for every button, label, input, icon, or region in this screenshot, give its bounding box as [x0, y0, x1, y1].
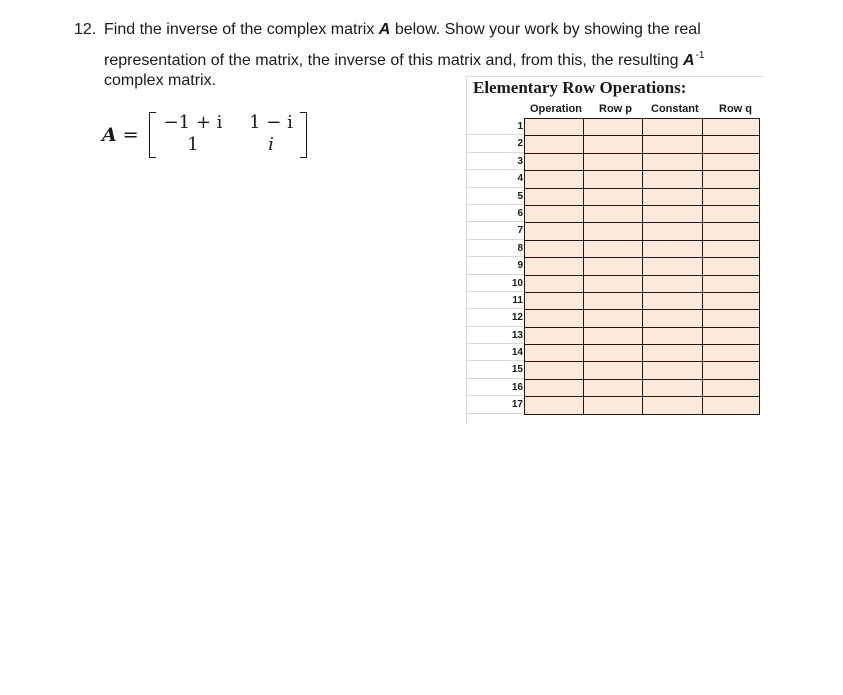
constant-cell[interactable] [643, 171, 703, 188]
header-row-p: Row p [599, 103, 632, 115]
row-p-cell[interactable] [584, 119, 643, 136]
constant-cell[interactable] [643, 397, 703, 414]
constant-cell[interactable] [643, 362, 703, 379]
constant-cell[interactable] [643, 223, 703, 240]
row-q-cell[interactable] [703, 153, 760, 170]
row-p-cell[interactable] [584, 310, 643, 327]
operation-cell[interactable] [525, 223, 584, 240]
row-number: 7 [466, 222, 525, 239]
table-row [525, 205, 760, 222]
row-p-cell[interactable] [584, 223, 643, 240]
row-p-cell[interactable] [584, 240, 643, 257]
row-q-cell[interactable] [703, 240, 760, 257]
right-bracket [300, 112, 307, 158]
operation-cell[interactable] [525, 136, 584, 153]
row-q-cell[interactable] [703, 379, 760, 396]
table-row [525, 223, 760, 240]
row-p-cell[interactable] [584, 258, 643, 275]
row-p-cell[interactable] [584, 362, 643, 379]
operation-cell[interactable] [525, 292, 584, 309]
row-number: 1 [466, 118, 525, 135]
row-q-cell[interactable] [703, 275, 760, 292]
operation-cell[interactable] [525, 153, 584, 170]
constant-cell[interactable] [643, 119, 703, 136]
matrix-lhs [102, 124, 139, 146]
row-q-cell[interactable] [703, 292, 760, 309]
table-row [525, 310, 760, 327]
row-p-cell[interactable] [584, 397, 643, 414]
row-q-cell[interactable] [703, 119, 760, 136]
row-q-cell[interactable] [703, 223, 760, 240]
row-number: 5 [466, 188, 525, 205]
problem-line-1 [104, 17, 701, 43]
operation-cell[interactable] [525, 205, 584, 222]
row-number: 14 [466, 344, 525, 361]
constant-cell[interactable] [643, 379, 703, 396]
constant-cell[interactable] [643, 310, 703, 327]
operation-cell[interactable] [525, 188, 584, 205]
table-row [525, 153, 760, 170]
operation-cell[interactable] [525, 345, 584, 362]
row-number-column [466, 118, 525, 414]
matrix-lhs-symbol: A [102, 124, 117, 146]
constant-cell[interactable] [643, 188, 703, 205]
row-number: 16 [466, 379, 525, 396]
table-row [525, 275, 760, 292]
row-p-cell[interactable] [584, 379, 643, 396]
row-number: 3 [466, 153, 525, 170]
row-number: 15 [466, 361, 525, 378]
operation-cell[interactable] [525, 258, 584, 275]
row-number: 11 [466, 292, 525, 309]
constant-cell[interactable] [643, 275, 703, 292]
row-number: 6 [466, 205, 525, 222]
header-row-q: Row q [719, 103, 752, 115]
constant-cell[interactable] [643, 327, 703, 344]
operation-cell[interactable] [525, 397, 584, 414]
matrix-entry-r2c1: 1 [187, 134, 199, 155]
problem-text-1a: Find the inverse of the complex matrix [104, 21, 375, 38]
row-number: 12 [466, 309, 525, 326]
row-number: 17 [466, 396, 525, 413]
table-row [525, 397, 760, 414]
row-number: 2 [466, 135, 525, 152]
row-p-cell[interactable] [584, 292, 643, 309]
row-p-cell[interactable] [584, 153, 643, 170]
row-q-cell[interactable] [703, 345, 760, 362]
operation-cell[interactable] [525, 119, 584, 136]
row-p-cell[interactable] [584, 205, 643, 222]
row-p-cell[interactable] [584, 345, 643, 362]
constant-cell[interactable] [643, 292, 703, 309]
table-row [525, 188, 760, 205]
constant-cell[interactable] [643, 345, 703, 362]
left-bracket [149, 112, 156, 158]
row-number: 9 [466, 257, 525, 274]
matrix-entry-r2c2: i [268, 134, 274, 155]
row-p-cell[interactable] [584, 136, 643, 153]
header-constant: Constant [651, 103, 699, 115]
row-q-cell[interactable] [703, 362, 760, 379]
row-q-cell[interactable] [703, 310, 760, 327]
problem-number: 12. [74, 21, 97, 38]
row-operations-title: Elementary Row Operations: [473, 78, 687, 97]
operation-cell[interactable] [525, 327, 584, 344]
matrix-name: A [378, 21, 391, 38]
operation-cell[interactable] [525, 362, 584, 379]
table-row [525, 240, 760, 257]
table-row [525, 345, 760, 362]
operation-cell[interactable] [525, 171, 584, 188]
row-p-cell[interactable] [584, 188, 643, 205]
row-number: 4 [466, 170, 525, 187]
matrix-entry-r1c2: 1 − i [249, 112, 293, 133]
row-q-cell[interactable] [703, 258, 760, 275]
operation-cell[interactable] [525, 379, 584, 396]
row-number: 13 [466, 327, 525, 344]
operation-cell[interactable] [525, 275, 584, 292]
problem-line-3: complex matrix. [104, 72, 217, 89]
inverse-superscript: -1 [695, 49, 705, 61]
constant-cell[interactable] [643, 136, 703, 153]
row-q-cell[interactable] [703, 205, 760, 222]
problem-text-2: representation of the matrix, the inverse of this matrix and, from this, the resulting [104, 51, 679, 69]
table-row [525, 258, 760, 275]
table-row [525, 136, 760, 153]
equals-sign: = [122, 124, 139, 146]
row-number: 10 [466, 275, 525, 292]
constant-cell[interactable] [643, 153, 703, 170]
table-row [525, 327, 760, 344]
row-p-cell[interactable] [584, 275, 643, 292]
table-row [525, 119, 760, 136]
row-p-cell[interactable] [584, 327, 643, 344]
row-q-cell[interactable] [703, 136, 760, 153]
operation-cell[interactable] [525, 310, 584, 327]
constant-cell[interactable] [643, 258, 703, 275]
constant-cell[interactable] [643, 240, 703, 257]
row-q-cell[interactable] [703, 188, 760, 205]
problem-text-1b: below. Show your work by showing the real [394, 21, 701, 38]
header-operation: Operation [530, 103, 582, 115]
operation-cell[interactable] [525, 240, 584, 257]
table-row [525, 362, 760, 379]
row-number: 8 [466, 240, 525, 257]
inverse-symbol: A [682, 51, 695, 69]
row-q-cell[interactable] [703, 327, 760, 344]
table-row [525, 379, 760, 396]
row-p-cell[interactable] [584, 171, 643, 188]
row-q-cell[interactable] [703, 171, 760, 188]
constant-cell[interactable] [643, 205, 703, 222]
matrix-entry-r1c1: −1 + i [163, 112, 223, 133]
row-q-cell[interactable] [703, 397, 760, 414]
table-row [525, 292, 760, 309]
row-operations-grid [524, 118, 760, 415]
table-row [525, 171, 760, 188]
